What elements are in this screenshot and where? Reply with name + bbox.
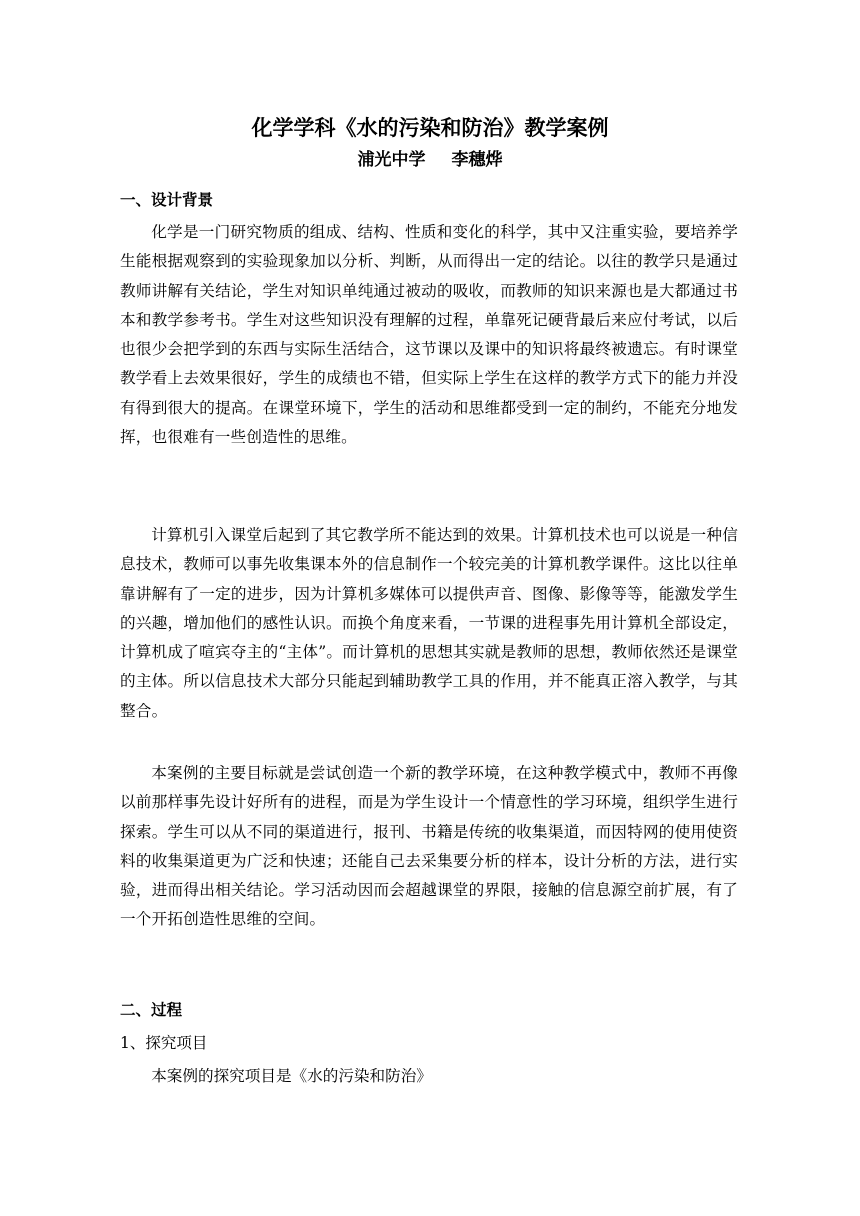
subsection-heading-project: 1、探究项目 — [120, 1034, 208, 1052]
project-description: 本案例的探究项目是《水的污染和防治》 — [151, 1067, 432, 1085]
section-heading-process: 二、过程 — [120, 1001, 183, 1019]
section-heading-background: 一、设计背景 — [120, 191, 214, 209]
paragraph-3: 本案例的主要目标就是尝试创造一个新的教学环境，在这种教学模式中，教师不再像以前那样事先设计好所有的进程，而是为学生设计一个情意性的学习环境，组织学生进行探索。学生可以从不同的渠道进行，报刊、书籍是传统的收集渠道，而因特网的使用使资料的收集渠道更为广泛和快速；还能自己去采集要分析的样本，设计分析的方法，进行实验，进而得出相关结论。学习活动因而会超越课堂的界限，接触的信息源空前扩展，有了一个开拓创造性思维的空间。 — [120, 764, 738, 929]
school-name: 浦光中学 — [357, 150, 426, 170]
paragraph-2: 计算机引入课堂后起到了其它教学所不能达到的效果。计算机技术也可以说是一种信息技术，教师可以事先收集课本外的信息制作一个较完美的计算机教学课件。这比以往单靠讲解有了一定的进步，因为计算机多媒体可以提供声音、图像、影像等等，能激发学生的兴趣，增加他们的感性认识。而换个角度来看，一节课的进程事先用计算机全部设定，计算机成了喧宾夺主的“主体”。而计算机的思想其实就是教师的思想，教师依然还是课堂的主体。所以信息技术大部分只能起到辅助教学工具的作用，并不能真正溶入教学，与其整合。 — [120, 526, 738, 720]
document-title: 化学学科《水的污染和防治》教学案例 — [251, 116, 609, 140]
paragraph-1: 化学是一门研究物质的组成、结构、性质和变化的科学，其中又注重实验，要培养学生能根据观察到的实验现象加以分析、判断，从而得出一定的结论。以往的教学只是通过教师讲解有关结论，学生对知识单纯通过被动的吸收，而教师的知识来源也是大都通过书本和教学参考书。学生对这些知识没有理解的过程，单靠死记硬背最后来应付考试，以后也很少会把学到的东西与实际生活结合，这节课以及课中的知识将最终被遗忘。有时课堂教学看上去效果很好，学生的成绩也不错，但实际上学生在这样的教学方式下的能力并没有得到很大的提高。在课堂环境下，学生的活动和思维都受到一定的制约，不能充分地发挥，也很难有一些创造性的思维。 — [120, 223, 738, 447]
author-line — [0, 146, 860, 174]
author-name: 李穗烨 — [451, 150, 503, 170]
